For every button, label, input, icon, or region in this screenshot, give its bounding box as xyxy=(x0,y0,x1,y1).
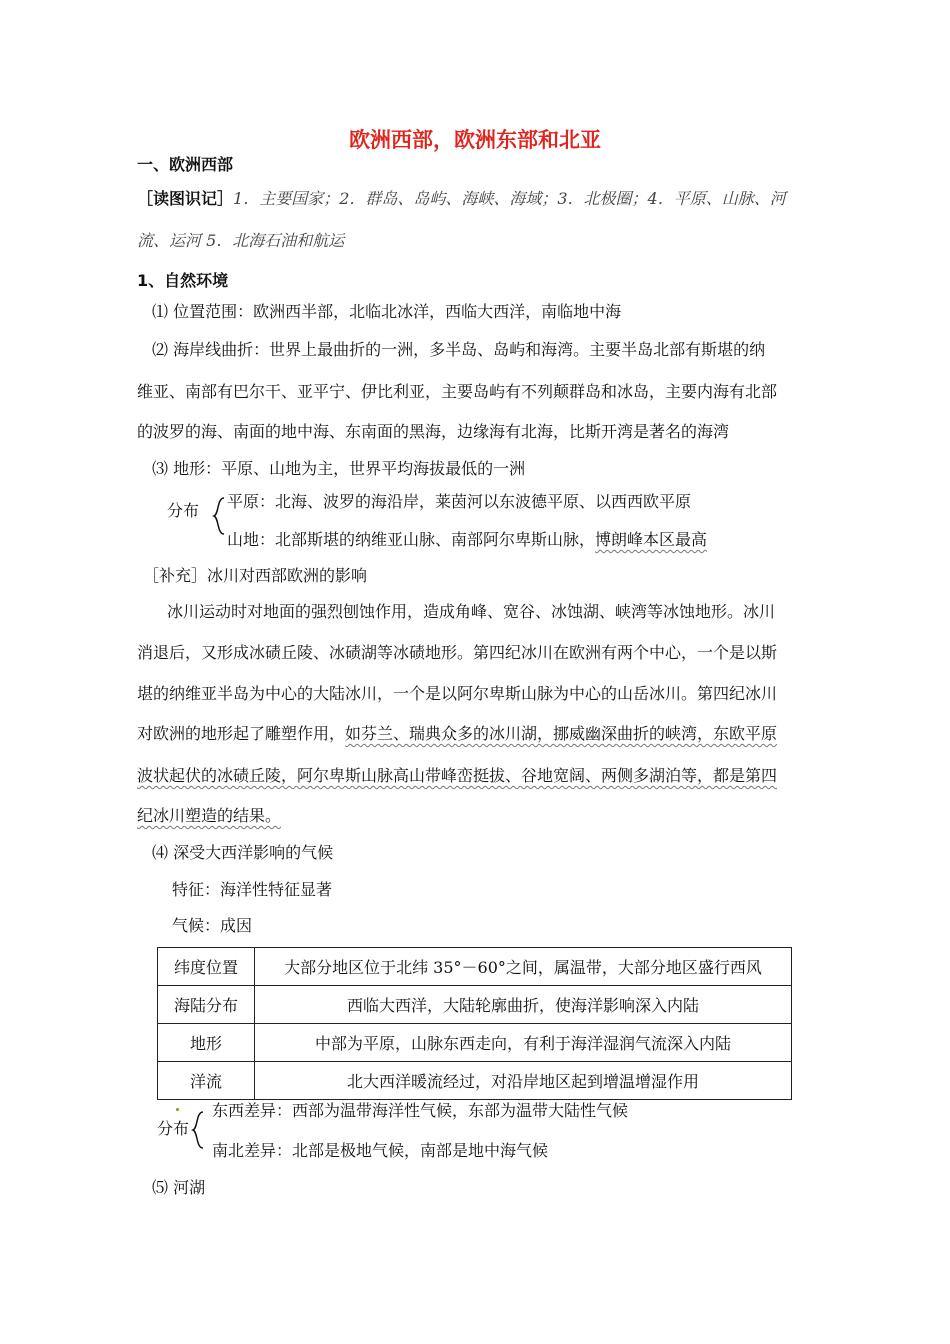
supplement-line4-b: 如芬兰、瑞典众多的冰川湖，挪威幽深曲折的峡湾，东欧平原 xyxy=(345,724,778,743)
sub-heading-natural-environment: 1、自然环境 xyxy=(137,271,229,290)
table-cell-key: 纬度位置 xyxy=(158,948,255,986)
item-rivers-lakes: ⑸ 河湖 xyxy=(152,1178,206,1197)
item-climate-heading: ⑷ 深受大西洋影响的气候 xyxy=(152,843,334,862)
supplement-line4-a: 对欧洲的地形起了雕塑作用， xyxy=(137,724,346,743)
supplement-line5: 波状起伏的冰碛丘陵，阿尔卑斯山脉高山带峰峦挺拔、谷地宽阔、两侧多湖泊等，都是第四 xyxy=(137,766,778,785)
brace-icon xyxy=(190,1110,206,1150)
supplement-line6: 纪冰川塑造的结果。 xyxy=(137,806,282,825)
table-cell-value: 中部为平原，山脉东西走向，有利于海洋湿润气流深入内陆 xyxy=(255,1024,792,1062)
terrain-plains: 平原：北海、波罗的海沿岸，莱茵河以东波德平原、以西西欧平原 xyxy=(227,492,692,511)
terrain-mountains-text: 山地：北部斯堪的纳维亚山脉、南部阿尔卑斯山脉， xyxy=(227,530,596,549)
brace-icon xyxy=(211,496,227,536)
page-title: 欧洲西部，欧洲东部和北亚 xyxy=(349,128,601,152)
supplement-line4 xyxy=(137,724,777,744)
table-cell-value: 西临大西洋，大陆轮廓曲折，使海洋影响深入内陆 xyxy=(255,986,792,1024)
reading-notes-text-1: 1．主要国家；2．群岛、岛屿、海峡、海域；3．北极圈；4．平原、山脉、河 xyxy=(233,189,786,208)
item-coastline-line2: 维亚、南部有巴尔干、亚平宁、伊比利亚，主要岛屿有不列颠群岛和冰岛，主要内海有北部 xyxy=(137,382,778,401)
table-row xyxy=(158,1024,792,1062)
table-cell-value: 大部分地区位于北纬 35°－60°之间，属温带，大部分地区盛行西风 xyxy=(255,948,792,986)
item-terrain: ⑶ 地形：平原、山地为主，世界平均海拔最低的一洲 xyxy=(152,459,526,478)
supplement-line2: 消退后，又形成冰碛丘陵、冰碛湖等冰碛地形。第四纪冰川在欧洲有两个中心，一个是以斯 xyxy=(137,643,778,662)
item-coastline-line3: 的波罗的海、南面的地中海、东南面的黑海，边缘海有北海，比斯开湾是著名的海湾 xyxy=(137,422,730,441)
item-location: ⑴ 位置范围：欧洲西半部，北临北冰洋，西临大西洋，南临地中海 xyxy=(152,302,622,321)
table-cell-key: 地形 xyxy=(158,1024,255,1062)
climate-distribution-label: 分布 xyxy=(157,1119,190,1138)
climate-north-south: 南北差异：北部是极地气候，南部是地中海气候 xyxy=(212,1141,549,1160)
table-row xyxy=(158,986,792,1024)
terrain-highest-peak: 博朗峰本区最高 xyxy=(595,530,708,549)
reading-notes-line2: 流、运河 5．北海石油和航运 xyxy=(137,231,345,250)
table-cell-key: 洋流 xyxy=(158,1062,255,1100)
dot-mark xyxy=(176,1108,179,1111)
reading-notes-label: ［读图识记］ xyxy=(137,189,234,208)
table-cell-key: 海陆分布 xyxy=(158,986,255,1024)
supplement-line1: 冰川运动时对地面的强烈刨蚀作用，造成角峰、宽谷、冰蚀湖、峡湾等冰蚀地形。冰川 xyxy=(167,602,776,621)
reading-notes-line1 xyxy=(137,186,786,209)
climate-east-west: 东西差异：西部为温带海洋性气候，东部为温带大陆性气候 xyxy=(212,1101,629,1120)
terrain-distribution-label: 分布 xyxy=(167,501,200,520)
supplement-heading: ［补充］冰川对西部欧洲的影响 xyxy=(143,566,368,585)
terrain-mountains xyxy=(227,530,707,550)
item-coastline-line1: ⑵ 海岸线曲折：世界上最曲折的一洲，多半岛、岛屿和海湾。主要半岛北部有斯堪的纳 xyxy=(152,340,766,359)
table-cell-value: 北大西洋暖流经过，对沿岸地区起到增温增湿作用 xyxy=(255,1062,792,1100)
climate-cause-table xyxy=(157,947,792,1100)
section-heading-western-europe: 一、欧洲西部 xyxy=(137,155,234,174)
table-row xyxy=(158,1062,792,1100)
supplement-line3: 堪的纳维亚半岛为中心的大陆冰川，一个是以阿尔卑斯山脉为中心的山岳冰川。第四纪冰川 xyxy=(137,684,778,703)
climate-cause: 气候：成因 xyxy=(172,916,253,935)
climate-feature: 特征：海洋性特征显著 xyxy=(172,880,333,899)
table-row xyxy=(158,948,792,986)
